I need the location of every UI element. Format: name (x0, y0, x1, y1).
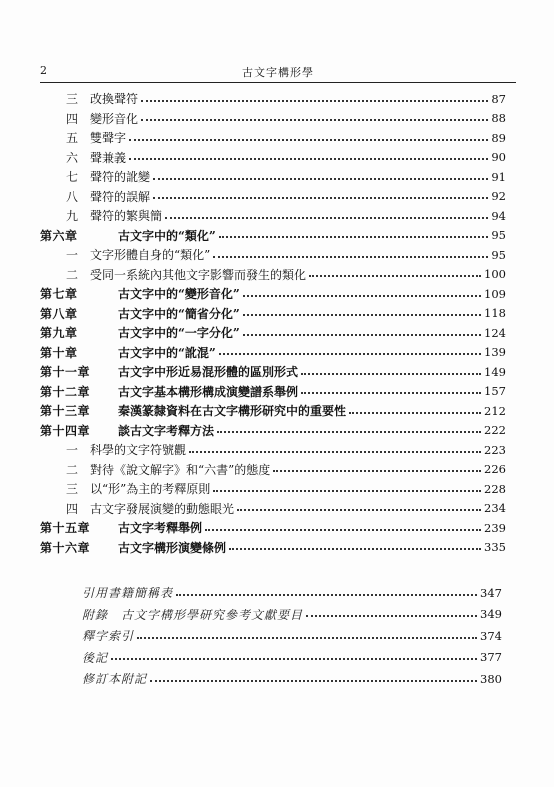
section-title: 雙聲字 (90, 131, 127, 146)
dot-leader (129, 139, 488, 141)
page-reference: 234 (484, 501, 506, 516)
dot-leader (301, 373, 481, 375)
section-title: 聲符的誤解 (90, 189, 151, 204)
section-number: 三 (65, 482, 78, 497)
header-rule (40, 82, 516, 83)
dot-leader (153, 197, 488, 199)
page-reference: 222 (484, 423, 506, 438)
dot-leader (205, 529, 481, 531)
chapter-entry[interactable] (40, 421, 506, 441)
dot-leader (217, 431, 481, 433)
page-reference: 239 (484, 520, 506, 535)
dot-leader (301, 392, 481, 394)
chapter-number: 第十六章 (40, 540, 91, 555)
back-matter-title: 修訂本附記 (82, 672, 148, 687)
section-number: 四 (65, 501, 78, 516)
section-entry[interactable] (40, 206, 506, 226)
chapter-entry[interactable] (40, 382, 506, 402)
chapter-title: 古文字中的“簡省分化” (118, 306, 240, 321)
chapter-number: 第十三章 (40, 404, 91, 419)
section-entry[interactable] (40, 265, 506, 285)
page-reference: 349 (480, 607, 502, 622)
dot-leader (237, 509, 481, 511)
page-reference: 87 (491, 91, 506, 106)
chapter-title: 古文字中的“訛混” (118, 345, 216, 360)
chapter-entry[interactable] (40, 226, 506, 246)
dot-leader (141, 100, 488, 102)
page-reference: 374 (480, 628, 502, 643)
chapter-title: 古文字基本構形構成演變譜系舉例 (118, 384, 299, 399)
page-reference: 100 (484, 267, 506, 282)
chapter-number: 第十一章 (40, 365, 91, 380)
chapter-entry[interactable] (40, 538, 506, 558)
section-title: 以“形”為主的考釋原則 (90, 482, 211, 497)
chapter-title: 談古文字考釋方法 (118, 423, 215, 438)
dot-leader (306, 615, 477, 617)
page-reference: 228 (484, 481, 506, 496)
back-matter-title: 釋字索引 (82, 629, 135, 644)
section-title: 聲符的訛變 (90, 170, 151, 185)
dot-leader (243, 314, 481, 316)
chapter-number: 第十四章 (40, 423, 91, 438)
section-entry[interactable] (40, 440, 506, 460)
page-reference: 377 (480, 650, 502, 665)
dot-leader (243, 334, 481, 336)
chapter-title: 古文字中的“變形音化” (118, 287, 240, 302)
section-number: 一 (65, 443, 78, 458)
section-entry[interactable] (40, 128, 506, 148)
page-reference: 335 (484, 540, 506, 555)
section-entry[interactable] (40, 460, 506, 480)
page-reference: 139 (484, 345, 506, 360)
section-entry[interactable] (40, 89, 506, 109)
section-title: 科學的文字符號觀 (90, 443, 187, 458)
dot-leader (229, 548, 481, 550)
running-title: 古文字構形學 (242, 66, 314, 79)
chapter-number: 第十章 (40, 345, 78, 360)
back-matter-entry[interactable] (82, 647, 502, 669)
chapter-entry[interactable] (40, 323, 506, 343)
section-title: 受同一系統內其他文字影響而發生的類化 (90, 267, 307, 282)
section-entry[interactable] (40, 187, 506, 207)
chapter-entry[interactable] (40, 362, 506, 382)
chapter-number: 第十二章 (40, 384, 91, 399)
page-reference: 89 (491, 130, 506, 145)
dot-leader (189, 451, 481, 453)
dot-leader (176, 594, 477, 596)
page-number: 2 (40, 64, 47, 77)
back-matter-title: 引用書籍簡稱表 (82, 586, 174, 601)
chapter-title: 秦漢篆隸資料在古文字構形研究中的重要性 (118, 404, 347, 419)
chapter-title: 古文字中的“一字分化” (118, 326, 240, 341)
page-header (40, 62, 516, 78)
chapter-title: 古文字中的“類化” (118, 228, 216, 243)
back-matter-title: 附錄 古文字構形學研究參考文獻要目 (82, 607, 304, 622)
dot-leader (129, 158, 488, 160)
page-reference: 91 (491, 169, 506, 184)
back-matter-title: 後記 (82, 650, 109, 665)
section-number: 二 (65, 462, 78, 477)
chapter-entry[interactable] (40, 304, 506, 324)
section-entry[interactable] (40, 148, 506, 168)
section-entry[interactable] (40, 245, 506, 265)
section-title: 變形音化 (90, 111, 139, 126)
page-reference: 380 (480, 671, 502, 686)
table-of-contents (40, 89, 506, 557)
page-reference: 212 (484, 403, 506, 418)
section-title: 聲兼義 (90, 150, 127, 165)
dot-leader (111, 658, 477, 660)
dot-leader (243, 295, 481, 297)
chapter-entry[interactable] (40, 518, 506, 538)
page-reference: 347 (480, 585, 502, 600)
chapter-number: 第十五章 (40, 521, 91, 536)
section-title: 文字形體自身的“類化” (90, 248, 211, 263)
section-title: 古文字發展演變的動態眼光 (90, 501, 235, 516)
page-reference: 88 (491, 111, 506, 126)
chapter-entry[interactable] (40, 284, 506, 304)
dot-leader (165, 217, 488, 219)
section-number: 七 (65, 170, 78, 185)
page-reference: 124 (484, 325, 506, 340)
chapter-entry[interactable] (40, 343, 506, 363)
dot-leader (309, 275, 481, 277)
page-reference: 226 (484, 462, 506, 477)
dot-leader (150, 680, 477, 682)
dot-leader (219, 236, 489, 238)
section-number: 四 (65, 111, 78, 126)
chapter-title: 古文字構形演變條例 (118, 540, 227, 555)
page-reference: 95 (491, 247, 506, 262)
chapter-number: 第八章 (40, 306, 78, 321)
section-entry[interactable] (40, 109, 506, 129)
chapter-number: 第七章 (40, 287, 78, 302)
dot-leader (141, 119, 488, 121)
page-reference: 149 (484, 364, 506, 379)
page-reference: 94 (491, 208, 506, 223)
dot-leader (219, 353, 481, 355)
back-matter-entry[interactable] (82, 604, 502, 626)
section-title: 聲符的繁與簡 (90, 209, 163, 224)
section-title: 改換聲符 (90, 92, 139, 107)
back-matter-list (82, 582, 502, 690)
chapter-title: 古文字考釋舉例 (118, 521, 203, 536)
section-entry[interactable] (40, 499, 506, 519)
section-number: 五 (65, 131, 78, 146)
page-reference: 90 (491, 150, 506, 165)
dot-leader (349, 412, 481, 414)
chapter-number: 第六章 (40, 228, 78, 243)
section-entry[interactable] (40, 167, 506, 187)
back-matter-entry[interactable] (82, 668, 502, 690)
dot-leader (273, 470, 481, 472)
page-reference: 118 (484, 306, 506, 321)
section-entry[interactable] (40, 479, 506, 499)
page-reference: 92 (491, 189, 506, 204)
section-number: 三 (65, 92, 78, 107)
dot-leader (213, 256, 488, 258)
page-reference: 109 (484, 286, 506, 301)
section-number: 八 (65, 189, 78, 204)
dot-leader (213, 490, 481, 492)
section-title: 對待《說文解字》和“六書”的態度 (90, 462, 271, 477)
page-reference: 157 (484, 384, 506, 399)
section-number: 九 (65, 209, 78, 224)
back-matter-entry[interactable] (82, 625, 502, 647)
page-reference: 223 (484, 442, 506, 457)
section-number: 一 (65, 248, 78, 263)
chapter-entry[interactable] (40, 401, 506, 421)
chapter-title: 古文字中形近易混形體的區別形式 (118, 365, 299, 380)
dot-leader (137, 637, 477, 639)
back-matter-entry[interactable] (82, 582, 502, 604)
page-reference: 95 (491, 228, 506, 243)
dot-leader (153, 178, 488, 180)
chapter-number: 第九章 (40, 326, 78, 341)
section-number: 二 (65, 267, 78, 282)
section-number: 六 (65, 150, 78, 165)
